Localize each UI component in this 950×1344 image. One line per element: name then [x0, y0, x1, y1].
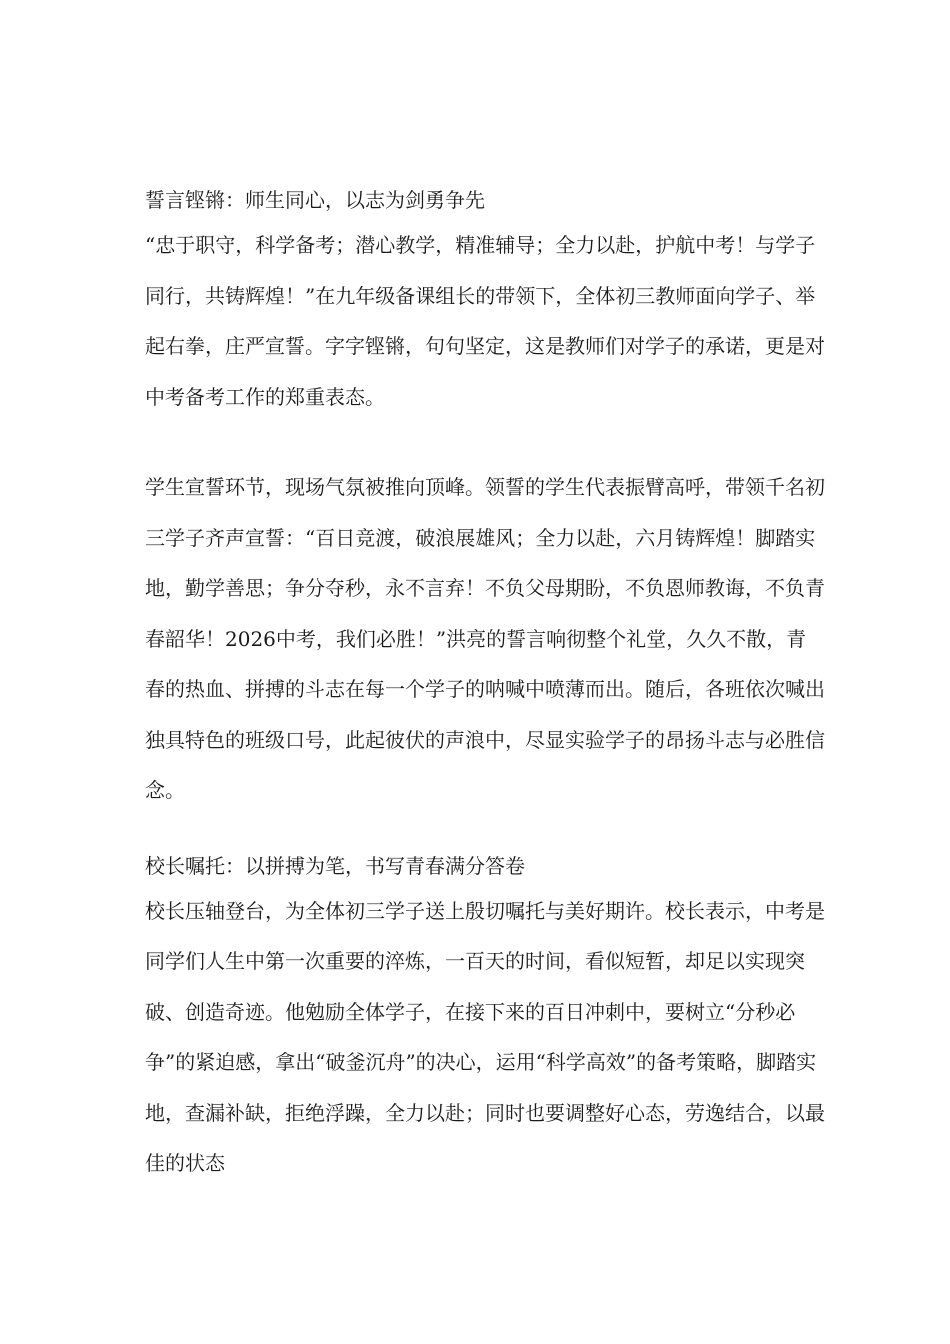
- section-heading-principal: 校长嘱托：以拼搏为笔，书写青春满分答卷: [145, 853, 525, 878]
- paragraph-teacher-oath: “忠于职守，科学备考；潜心教学，精准辅导；全力以赴，护航中考！与学子同行，共铸辉煌！”在九年级备课组长的带领下，全体初三教师面向学子、举起右拳，庄严宣誓。字字铿锵，句句坚定，这是教师们对学子的承诺，更是对中考备考工作的郑重表态。: [145, 233, 825, 409]
- paragraph-student-oath: 学生宣誓环节，现场气氛被推向顶峰。领誓的学生代表振臂高呼，带领千名初三学子齐声宣誓：“百日竞渡，破浪展雄风；全力以赴，六月铸辉煌！脚踏实地，勤学善思；争分夺秒，永不言弃！不负父母期盼，不负恩师教诲，不负青春韶华！2026中考，我们必胜！”洪亮的誓言响彻整个礼堂，久久不散，青春的热血、拼搏的斗志在每一个学子的呐喊中喷薄而出。随后，各班依次喊出独具特色的班级口号，此起彼伏的声浪中，尽显实验学子的昂扬斗志与必胜信念。: [145, 475, 825, 802]
- paragraph-spacer: [145, 816, 825, 846]
- document-body: [145, 180, 825, 1189]
- paragraph-spacer: [145, 422, 825, 462]
- paragraph-principal-message: 校长压轴登台，为全体初三学子送上殷切嘱托与美好期许。校长表示，中考是同学们人生中第一次重要的淬炼，一百天的时间，看似短暂，却足以实现突破、创造奇迹。他勉励全体学子，在接下来的百日冲刺中，要树立“分秒必争”的紧迫感，拿出“破釜沉舟”的决心，运用“科学高效”的备考策略，脚踏实地，查漏补缺，拒绝浮躁，全力以赴；同时也要调整好心态，劳逸结合，以最佳的状态: [145, 898, 825, 1175]
- section-heading-oath: 誓言铿锵：师生同心，以志为剑勇争先: [145, 188, 485, 212]
